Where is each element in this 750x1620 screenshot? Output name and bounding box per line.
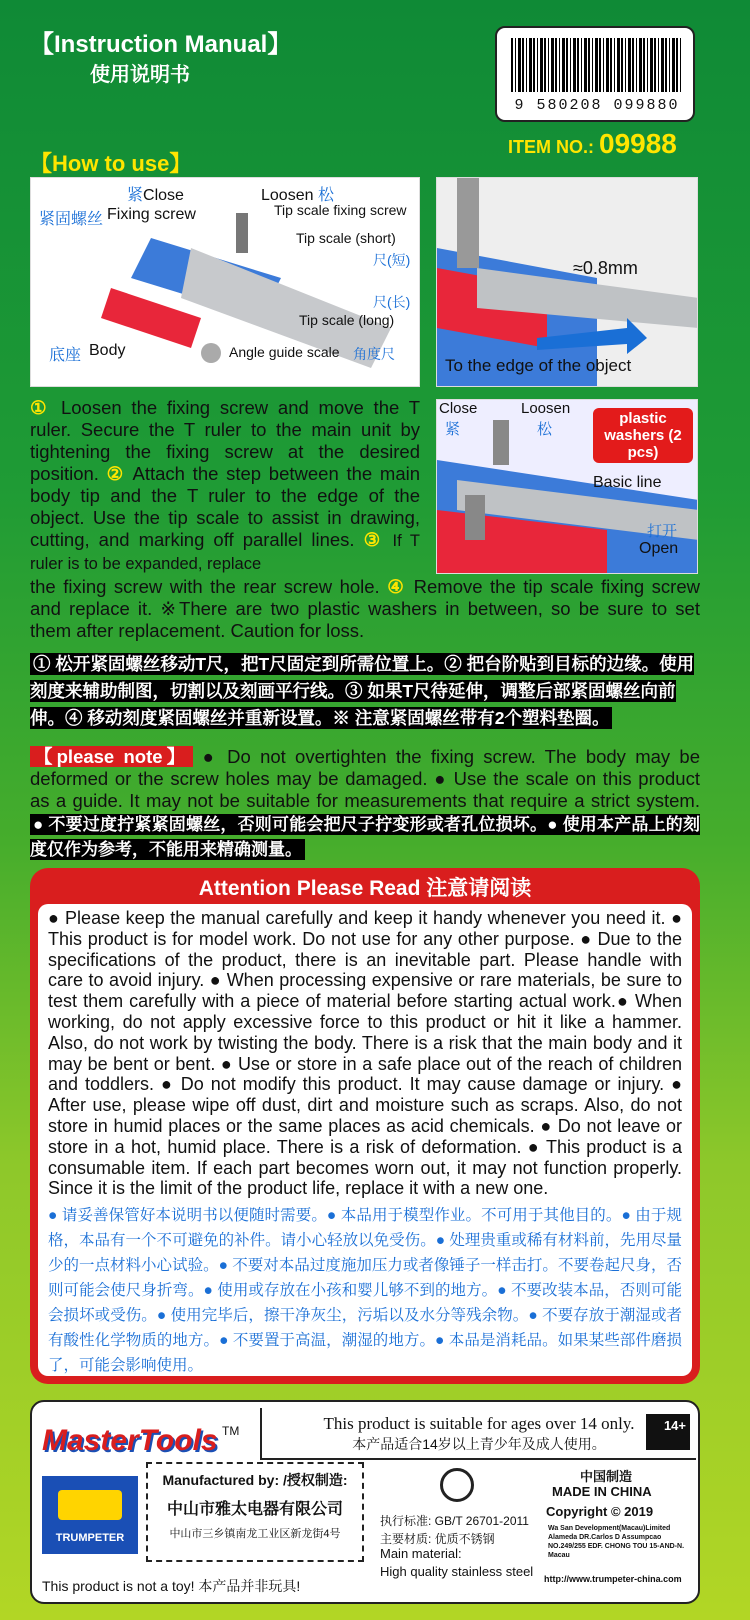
basic-line-label: Basic line (593, 474, 662, 491)
age-14-icon: 14+ (646, 1414, 690, 1450)
age-en: This product is suitable for ages over 14 only. (323, 1414, 635, 1433)
item-number (508, 128, 677, 160)
manufacturer-box (146, 1462, 364, 1562)
macau-address: Wa San Development(Macau)Limited Alameda DR.Carlos D Assumpcao NO.249/255 EDF. CHONG TOU 15-AND-N. Macau (548, 1525, 685, 1559)
tm-mark: TM (222, 1424, 240, 1438)
note-tag: 【please note】 (30, 746, 193, 767)
open-cn: 打开 (647, 523, 678, 540)
diagram-edge (436, 177, 698, 387)
close-label-2: Close (439, 400, 478, 417)
gap-measure: ≈0.8mm (573, 258, 638, 278)
website: http://www.trumpeter-china.com (544, 1574, 682, 1584)
age-cn: 本产品适合14岁以上青少年及成人使用。 (352, 1436, 606, 1452)
tip-fix-label: Tip scale fixing screw (274, 202, 407, 218)
close-cn-2: 紧 (445, 421, 461, 438)
attention-en: ● Please keep the manual carefully and keep it handy whenever you need it. ● This product is for model work. Do not use for any other purpose. ● Due to the specifications of the product, there is an inevitable part. Please handle with care to avoid injury. ● When processing expensive or rare materials, be sure to test them carefully with a piece of material before starting actual work.● When working, do not apply excessive force to this product or hit it like a hammer. Also, do not work by twisting the body. There is a risk that the main body and it may be bent or bent. ● Use or store in a safe place out of the reach of children and toddlers. ● Do not modify this product. It may cause damage or injury. ● After use, please wipe off dust, dirt and moisture such as scraps. Also, do not store in humid places or the same places as acid chemicals. ● Do not leave or store in a hot, humid place. There is a risk of deformation. ● This product is a consumable item. If each part becomes worn out, it may not function properly. Since it is the limit of the product life, replace it with a new one. (48, 908, 682, 1199)
material-cn: 主要材质: 优质不锈钢 (380, 1532, 495, 1546)
instructions-en-cont: the fixing screw with the rear screw hole. ④ Remove the tip scale fixing screw and replace it. ※There are two plastic washers in between, so be sure to set them after replacement. Caution for loss. (30, 576, 700, 641)
manual-title-cn: 使用说明书 (90, 64, 190, 86)
note-cn: ● 不要过度拧紧紧固螺丝，否则可能会把尺子拧变形或者孔位损坏。● 使用本产品上的刻度仅作为参考，不能用来精确测量。 (30, 815, 700, 859)
attention-title: Attention Please Read 注意请阅读 (198, 877, 532, 900)
washers-label: plastic washers (2 pcs) (593, 408, 693, 463)
mfg-label: Manufactured by: /授权制造: (162, 1472, 348, 1488)
not-a-toy: This product is not a toy! 本产品并非玩具! (42, 1578, 301, 1594)
edge-label: To the edge of the object (445, 356, 632, 375)
diagram-washers (436, 399, 698, 574)
tip-short-cn: 尺(短) (373, 252, 411, 268)
fixing-screw-label: Fixing screw (107, 206, 196, 223)
material-label: Main material: (380, 1546, 462, 1561)
angle-scale-label: Angle guide scale (229, 344, 340, 360)
instructions-cn: ① 松开紧固螺丝移动T尺，把T尺固定到所需位置上。② 把台阶贴到目标的边缘。使用刻度来辅助制图，切割以及刻画平行线。③ 如果T尺待延伸，调整后部紧固螺丝向前伸。④ 移动刻度紧固螺丝并重新设置。※ 注意紧固螺丝带有2个塑料垫圈。 (30, 654, 695, 728)
angle-scale-cn: 角度尺 (353, 346, 395, 362)
diagram-parts (30, 177, 420, 387)
note-en: ● Do not overtighten the fixing screw. The body may be deformed or the screw holes may be damaged. ● Use the scale on this product as a guide. It may not be suitable for measurements that require a strict system. (30, 746, 700, 811)
made-cn: 中国制造 (580, 1469, 633, 1484)
loosen-label-2: Loosen (521, 400, 571, 417)
fixing-screw-cn: 紧固螺丝 (39, 211, 104, 228)
open-label: Open (639, 540, 679, 557)
loosen-label: Loosen 松 (261, 187, 334, 204)
loosen-cn-2: 松 (537, 421, 553, 438)
please-note (30, 746, 700, 862)
attention-cn: ● 请妥善保管好本说明书以便随时需要。● 本品用于模型作业。不可用于其他目的。● 由于规格，本品有一个不可避免的补件。请小心轻放以免受伤。● 处理贵重或稀有材料前，先用尽量少的一点材料小心试验。● 不要对本品过度施加压力或者像锤子一样击打。不要卷起尺身，否则可能会使尺身折弯。● 使用或存放在小孩和婴儿够不到的地方。● 不要改装本品，否则可能会损坏或受伤。● 使用完毕后，擦干净灰尘，污垢以及水分等残余物。● 不要存放于潮湿或者有酸性化学物质的地方。● 不要置于高温，潮湿的地方。● 本品是消耗品。如果某些部件磨损了，可能会影响使用。 (48, 1207, 682, 1375)
tip-long-cn: 尺(长) (373, 294, 411, 310)
mfg-address: 中山市三乡镇南龙工业区新龙街4号 (169, 1528, 341, 1540)
close-label: 紧Close (127, 187, 184, 204)
body-cn: 底座 (49, 347, 82, 364)
barcode-bars (511, 38, 683, 92)
made-in-china: MADE IN CHINA (552, 1484, 652, 1499)
attention-content (38, 904, 692, 1376)
item-value: 09988 (599, 128, 677, 159)
tip-short-label: Tip scale (short) (296, 230, 396, 246)
attention-box (30, 868, 700, 1384)
body-label: Body (89, 342, 126, 359)
footer-panel (30, 1400, 700, 1604)
standard: 执行标准: GB/T 26701-2011 (380, 1514, 529, 1528)
mastertools-logo: MasterTools (42, 1424, 218, 1457)
tip-long-label: Tip scale (long) (299, 312, 395, 328)
mfg-name: 中山市雅太电器有限公司 (166, 1501, 343, 1518)
item-label: ITEM NO.: (508, 137, 594, 157)
barcode (495, 26, 695, 122)
manual-title: 【Instruction Manual】 (30, 31, 292, 58)
instructions-en: ① Loosen the fixing screw and move the T ruler. Secure the T ruler to the main unit by tightening the fixing screw at the desired position. ② Attach the step between the main body tip and the T ruler to the edge of the object. Use the tip scale to assist in drawing, cutting, and marking off parallel lines. ③ If T ruler is to be expanded, replace (30, 397, 421, 573)
copyright: Copyright © 2019 (546, 1504, 654, 1519)
recycle-icon (440, 1468, 474, 1502)
how-to-use-heading: 【How to use】 (30, 151, 192, 176)
barcode-number: 9 580208 099880 (514, 97, 680, 114)
trumpeter-logo: TRUMPETER (42, 1476, 138, 1554)
age-notice (260, 1408, 696, 1460)
material: High quality stainless steel (380, 1564, 534, 1579)
